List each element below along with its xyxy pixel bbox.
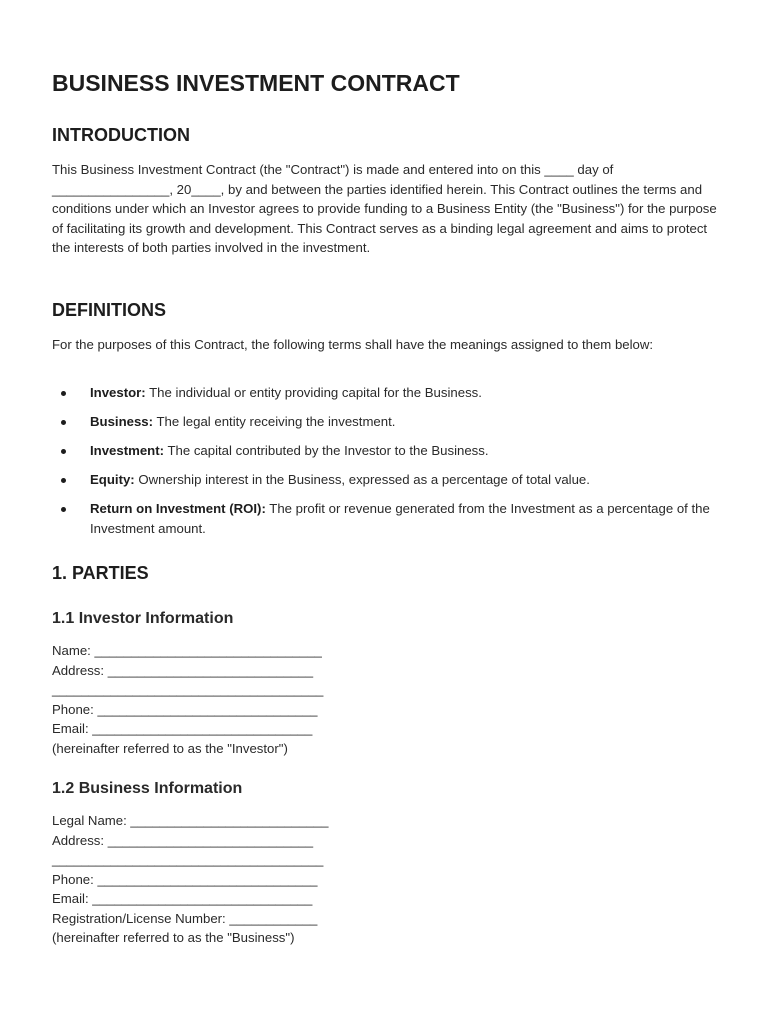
- bullet-icon: [61, 449, 66, 454]
- definition-term: Investor:: [90, 385, 146, 400]
- definition-text: The legal entity receiving the investment.: [153, 414, 396, 430]
- business-address-line: Address: ____________________________: [52, 832, 314, 848]
- definitions-intro: For the purposes of this Contract, the following terms shall have the meanings assigned to them below:: [52, 337, 654, 352]
- investor-info-heading: 1.1 Investor Information: [52, 610, 234, 627]
- business-address-line-2: _____________________________________: [52, 852, 324, 867]
- definition-text: The profit or revenue generated from the Investment as a percentage of the Investment amount.: [90, 501, 710, 536]
- definition-text: Ownership interest in the Business, expressed as a percentage of total value.: [134, 472, 590, 488]
- definition-item: [52, 470, 718, 490]
- bullet-icon: [61, 507, 66, 512]
- bullet-icon: [61, 478, 66, 483]
- introduction-text: This Business Investment Contract (the "Contract") is made and entered into on this ____ day of ________________, 20____, by and between the parties identified herein. This Contract outlines the terms and conditions under which an Investor agrees to provide funding to a Business Entity (the "Business") for the purpose of facilitating its growth and development. This Contract serves as a binding legal agreement and aims to protect the interests of both parties involved in the investment.: [52, 162, 717, 256]
- definition-term: Business:: [90, 414, 154, 430]
- business-registration-line: Registration/License Number: ____________: [52, 910, 318, 926]
- investor-email-line: Email: ______________________________: [52, 721, 313, 736]
- definition-text: The capital contributed by the Investor to the Business.: [164, 443, 489, 459]
- investor-address-line-2: _____________________________________: [52, 682, 324, 697]
- investor-name-line: Name: _______________________________: [52, 643, 322, 658]
- investor-phone-line: Phone: ______________________________: [52, 701, 318, 717]
- business-phone-line: Phone: ______________________________: [52, 871, 318, 887]
- definition-term: Equity:: [90, 472, 135, 488]
- investor-info-block: [52, 641, 323, 758]
- parties-heading: 1. PARTIES: [52, 563, 149, 583]
- investor-address-line: Address: ____________________________: [52, 662, 314, 678]
- definition-item: [52, 383, 718, 403]
- business-info-block: [52, 811, 328, 948]
- definition-item: [52, 441, 718, 461]
- business-info-heading: 1.2 Business Information: [52, 780, 243, 797]
- definition-item: [52, 412, 718, 432]
- bullet-icon: [61, 391, 66, 396]
- business-legal-name-line: Legal Name: ___________________________: [52, 813, 329, 828]
- business-designation: (hereinafter referred to as the "Business"): [52, 930, 295, 945]
- definition-text: The individual or entity providing capital for the Business.: [145, 385, 482, 400]
- bullet-icon: [61, 420, 66, 425]
- definitions-heading: DEFINITIONS: [52, 300, 167, 320]
- investor-designation: (hereinafter referred to as the "Investor"): [52, 740, 288, 756]
- definition-item: [52, 499, 718, 538]
- definitions-list: [52, 383, 718, 548]
- definition-term: Investment:: [90, 443, 165, 459]
- business-email-line: Email: ______________________________: [52, 891, 313, 906]
- introduction-heading: INTRODUCTION: [52, 125, 190, 145]
- document-title: BUSINESS INVESTMENT CONTRACT: [52, 70, 460, 96]
- definition-term: Return on Investment (ROI):: [90, 501, 266, 517]
